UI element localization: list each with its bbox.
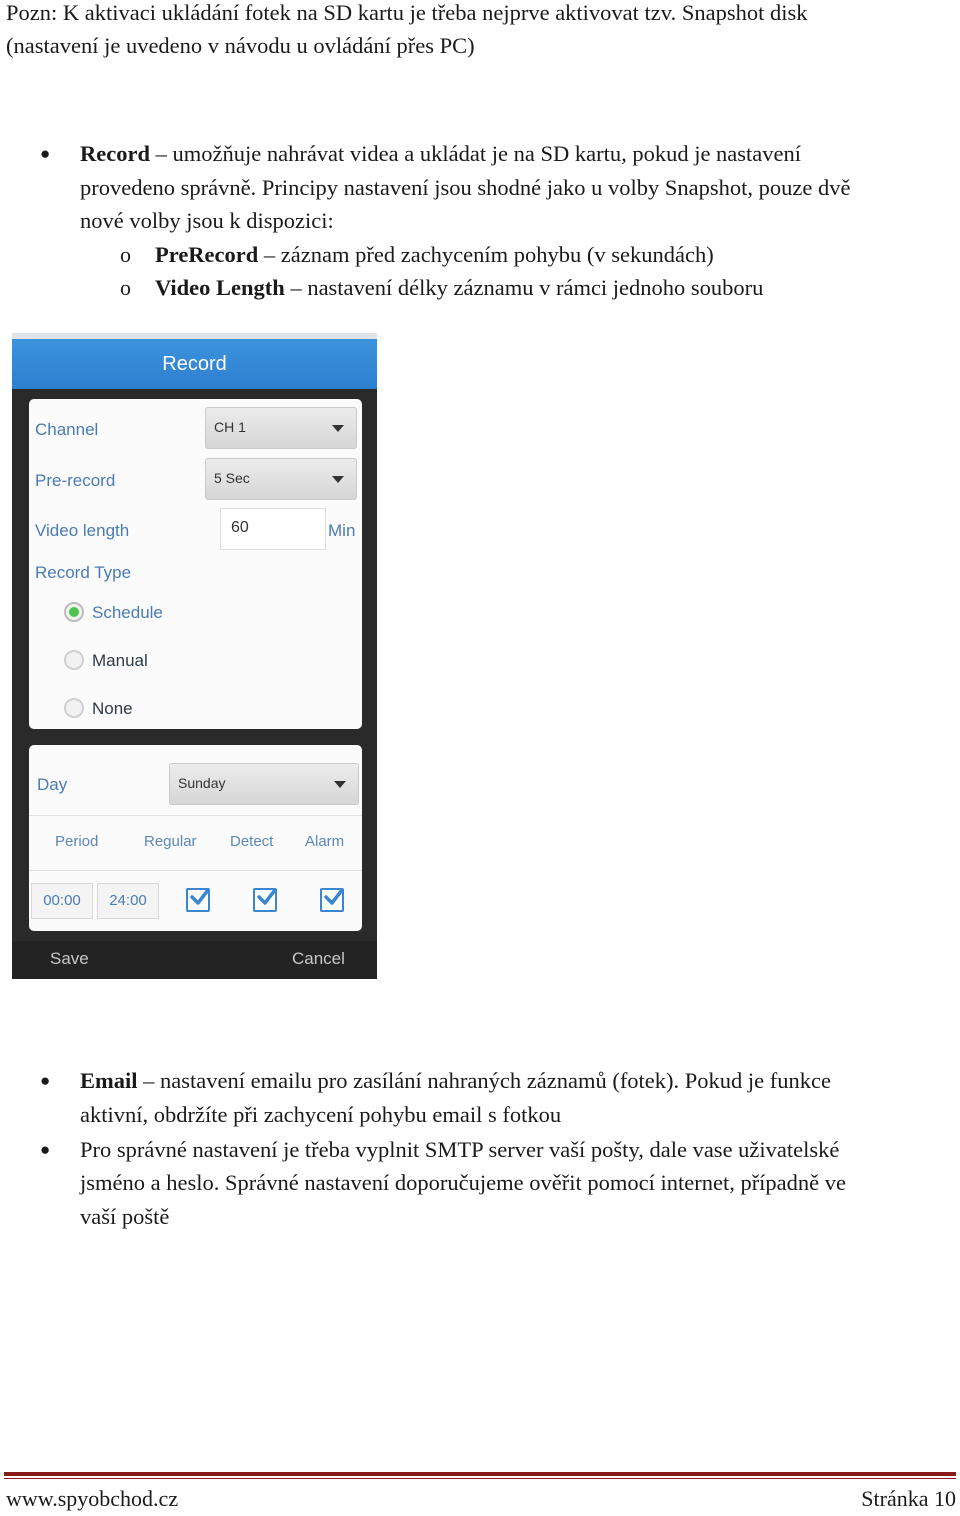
checkmark-icon (323, 886, 345, 908)
prerecord-sub-item (155, 238, 714, 272)
radio-schedule[interactable] (64, 602, 84, 622)
bullet-dot: ● (40, 1140, 51, 1159)
smtp-bullet-line-3: vaší poště (80, 1204, 170, 1229)
chevron-down-icon (332, 476, 344, 483)
video-length-input[interactable] (220, 508, 326, 550)
record-settings-card (29, 399, 362, 729)
channel-label: Channel (35, 420, 99, 439)
channel-select[interactable] (205, 407, 357, 449)
prerecord-text: – záznam před zachycením pohybu (v sekundách) (258, 242, 714, 267)
record-bullet-line-3: nové volby jsou k dispozici: (80, 208, 334, 233)
column-header-period: Period (55, 833, 99, 850)
radio-manual[interactable] (64, 650, 84, 670)
cancel-button[interactable]: Cancel (292, 949, 345, 968)
detect-checkbox[interactable] (253, 888, 277, 912)
note-line-2: (nastavení je uvedeno v návodu u ovládání přes PC) (6, 33, 475, 58)
column-header-alarm: Alarm (305, 833, 345, 850)
footer-website: www.spyobchod.cz (6, 1486, 179, 1511)
alarm-checkbox[interactable] (320, 888, 344, 912)
sub-bullet-marker: o (120, 242, 131, 267)
radio-schedule-label: Schedule (92, 603, 163, 622)
record-title: Record (162, 353, 227, 375)
record-title-bar (12, 339, 377, 389)
divider (29, 870, 362, 871)
checkmark-icon (189, 886, 211, 908)
day-value: Sunday (178, 775, 226, 791)
smtp-bullet-line-1: Pro správné nastavení je třeba vyplnit SMTP server vaší pošty, dale vase uživatelské (80, 1137, 840, 1162)
bullet-dot: ● (40, 144, 51, 163)
email-bullet-line-2: aktivní, obdržíte při zachycení pohybu email s fotkou (80, 1102, 562, 1127)
email-term: Email (80, 1068, 138, 1093)
chevron-down-icon (334, 781, 346, 788)
footer-page-number: Stránka 10 (861, 1486, 956, 1511)
smtp-bullet-line-2: jsméno a heslo. Správné nastavení doporučujeme ověřit pomocí internet, případně ve (80, 1170, 847, 1195)
footer-rule-thin (4, 1478, 956, 1479)
day-select[interactable] (169, 763, 359, 805)
record-term: Record (80, 141, 150, 166)
footer-rule (4, 1472, 956, 1476)
radio-none[interactable] (64, 698, 84, 718)
video-length-label: Video length (35, 521, 130, 540)
action-bar (12, 941, 377, 979)
record-bullet-line-1 (80, 137, 801, 171)
record-bullet-line-2: provedeno správně. Principy nastavení jsou shodné jako u volby Snapshot, pouze dvě (80, 175, 851, 200)
radio-none-label: None (92, 699, 133, 718)
video-length-text: – nastavení délky záznamu v rámci jednoho souboru (284, 275, 764, 300)
divider (29, 815, 362, 816)
sub-bullet-marker: o (120, 275, 131, 300)
bullet-dot: ● (40, 1071, 51, 1090)
checkmark-icon (256, 886, 278, 908)
start-time-input[interactable]: 00:00 (31, 883, 93, 919)
save-button[interactable]: Save (50, 949, 89, 968)
video-length-term: Video Length (155, 275, 285, 300)
column-header-detect: Detect (230, 833, 274, 850)
video-length-unit: Min (328, 521, 356, 540)
prerecord-term: PreRecord (155, 242, 259, 267)
video-length-value: 60 (231, 519, 249, 536)
channel-value: CH 1 (214, 419, 246, 435)
record-settings-screenshot (12, 333, 377, 979)
prerecord-select[interactable] (205, 458, 357, 500)
end-time-input[interactable]: 24:00 (97, 883, 159, 919)
column-header-regular: Regular (144, 833, 197, 850)
video-length-sub-item (155, 271, 763, 305)
record-type-label: Record Type (35, 563, 132, 582)
record-line-1-text: – umožňuje nahrávat videa a ukládat je na SD kartu, pokud je nastavení (149, 141, 802, 166)
prerecord-value: 5 Sec (214, 470, 250, 486)
day-label: Day (37, 775, 68, 794)
email-line-1-text: – nastavení emailu pro zasílání nahraných záznamů (fotek). Pokud je funkce (137, 1068, 832, 1093)
schedule-card (29, 745, 362, 931)
regular-checkbox[interactable] (186, 888, 210, 912)
email-bullet-line-1 (80, 1064, 831, 1098)
note-line-1: Pozn: K aktivaci ukládání fotek na SD kartu je třeba nejprve aktivovat tzv. Snapshot disk (6, 0, 808, 25)
radio-manual-label: Manual (92, 651, 148, 670)
chevron-down-icon (332, 425, 344, 432)
prerecord-label: Pre-record (35, 471, 116, 490)
